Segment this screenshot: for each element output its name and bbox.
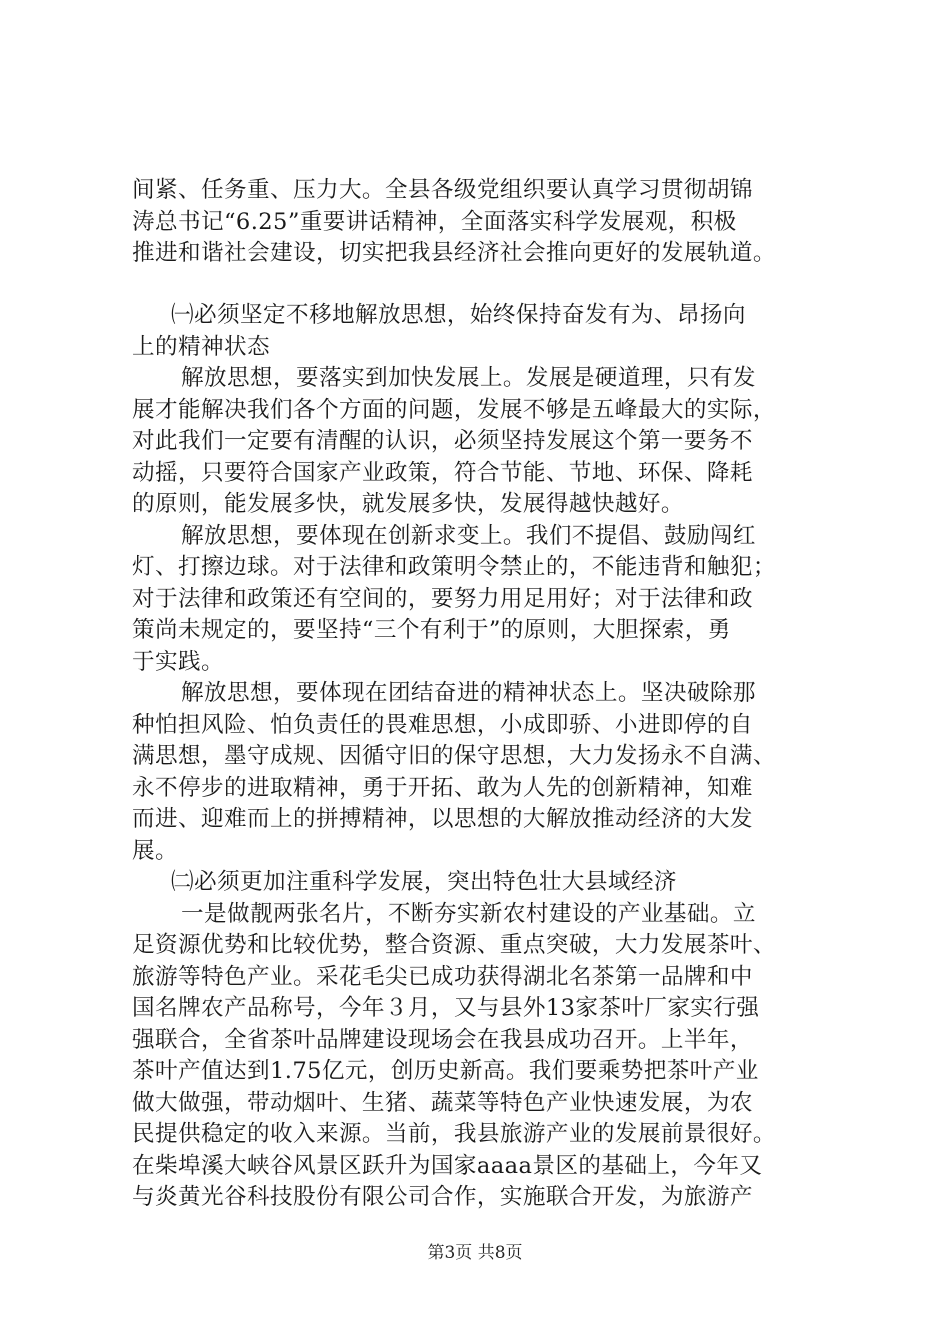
section-1-heading-cont: 上的精神状态	[132, 333, 270, 360]
text-line: 做大做强，带动烟叶、生猪、蔬菜等特色产业快速发展，为农	[132, 1089, 753, 1116]
section-1-heading: ㈠必须坚定不移地解放思想，始终保持奋发有为、昂扬向	[171, 302, 746, 328]
text-line: 解放思想，要体现在团结奋进的精神状态上。坚决破除那	[181, 680, 756, 706]
text-line: 足资源优势和比较优势，整合资源、重点突破，大力发展茶叶、	[132, 932, 776, 958]
continued-paragraph	[132, 175, 832, 270]
text-line: 展才能解决我们各个方面的问题，发展不够是五峰最大的实际，	[132, 396, 776, 423]
text-line: 推进和谐社会建设，切实把我县经济社会推向更好的发展轨道。	[132, 240, 776, 266]
text-line: 解放思想，要落实到加快发展上。发展是硬道理，只有发	[181, 365, 756, 391]
text-line: 旅游等特色产业。采花毛尖已成功获得湖北名茶第一品牌和中	[132, 963, 753, 990]
page-footer	[0, 1242, 950, 1264]
text-line: 而进、迎难而上的拼搏精神，以思想的大解放推动经济的大发	[132, 806, 753, 832]
section-2-heading: ㈡必须更加注重科学发展，突出特色壮大县域经济	[171, 869, 677, 895]
text-line: 间紧、任务重、压力大。全县各级党组织要认真学习贯彻胡锦	[132, 177, 753, 203]
text-line: 与炎黄光谷科技股份有限公司合作，实施联合开发，为旅游产	[132, 1184, 753, 1210]
text-line: 在柴埠溪大峡谷风景区跃升为国家aaaa景区的基础上，今年又	[132, 1152, 763, 1179]
page-number: 第3页 共8页	[427, 1243, 523, 1263]
text-line: 永不停步的进取精神，勇于开拓、敢为人先的创新精神，知难	[132, 774, 753, 801]
text-line: 动摇，只要符合国家产业政策，符合节能、节地、环保、降耗	[132, 459, 753, 486]
text-line: 对于法律和政策还有空间的，要努力用足用好；对于法律和政	[132, 585, 753, 612]
text-line: 策尚未规定的，要坚持“三个有利于”的原则，大胆探索，勇	[132, 617, 731, 643]
text-line: 于实践。	[132, 648, 224, 675]
text-line: 对此我们一定要有清醒的认识，必须坚持发展这个第一要务不	[132, 428, 753, 454]
text-line: 展。	[132, 837, 178, 864]
text-line: 满思想，墨守成规、因循守旧的保守思想，大力发扬永不自满、	[132, 743, 776, 769]
text-line: 灯、打擦边球。对于法律和政策明令禁止的，不能违背和触犯；	[132, 554, 776, 580]
text-line: 茶叶产值达到1.75亿元，创历史新高。我们要乘势把茶叶产业	[132, 1058, 759, 1084]
text-line: 一是做靓两张名片，不断夯实新农村建设的产业基础。立	[181, 900, 756, 927]
text-line: 种怕担风险、怕负责任的畏难思想，小成即骄、小进即停的自	[132, 711, 753, 738]
text-line: 强联合，全省茶叶品牌建设现场会在我县成功召开。上半年，	[132, 1026, 753, 1053]
text-line: 的原则，能发展多快，就发展多快，发展得越快越好。	[132, 491, 684, 517]
section-1	[132, 300, 832, 1214]
text-line: 涛总书记“6.25”重要讲话精神，全面落实科学发展观，积极	[132, 208, 737, 235]
text-line: 国名牌农产品称号，今年３月，又与县外13家茶叶厂家实行强	[132, 995, 760, 1021]
text-line: 民提供稳定的收入来源。当前，我县旅游产业的发展前景很好。	[132, 1121, 776, 1147]
text-line: 解放思想，要体现在创新求变上。我们不提倡、鼓励闯红	[181, 522, 756, 549]
